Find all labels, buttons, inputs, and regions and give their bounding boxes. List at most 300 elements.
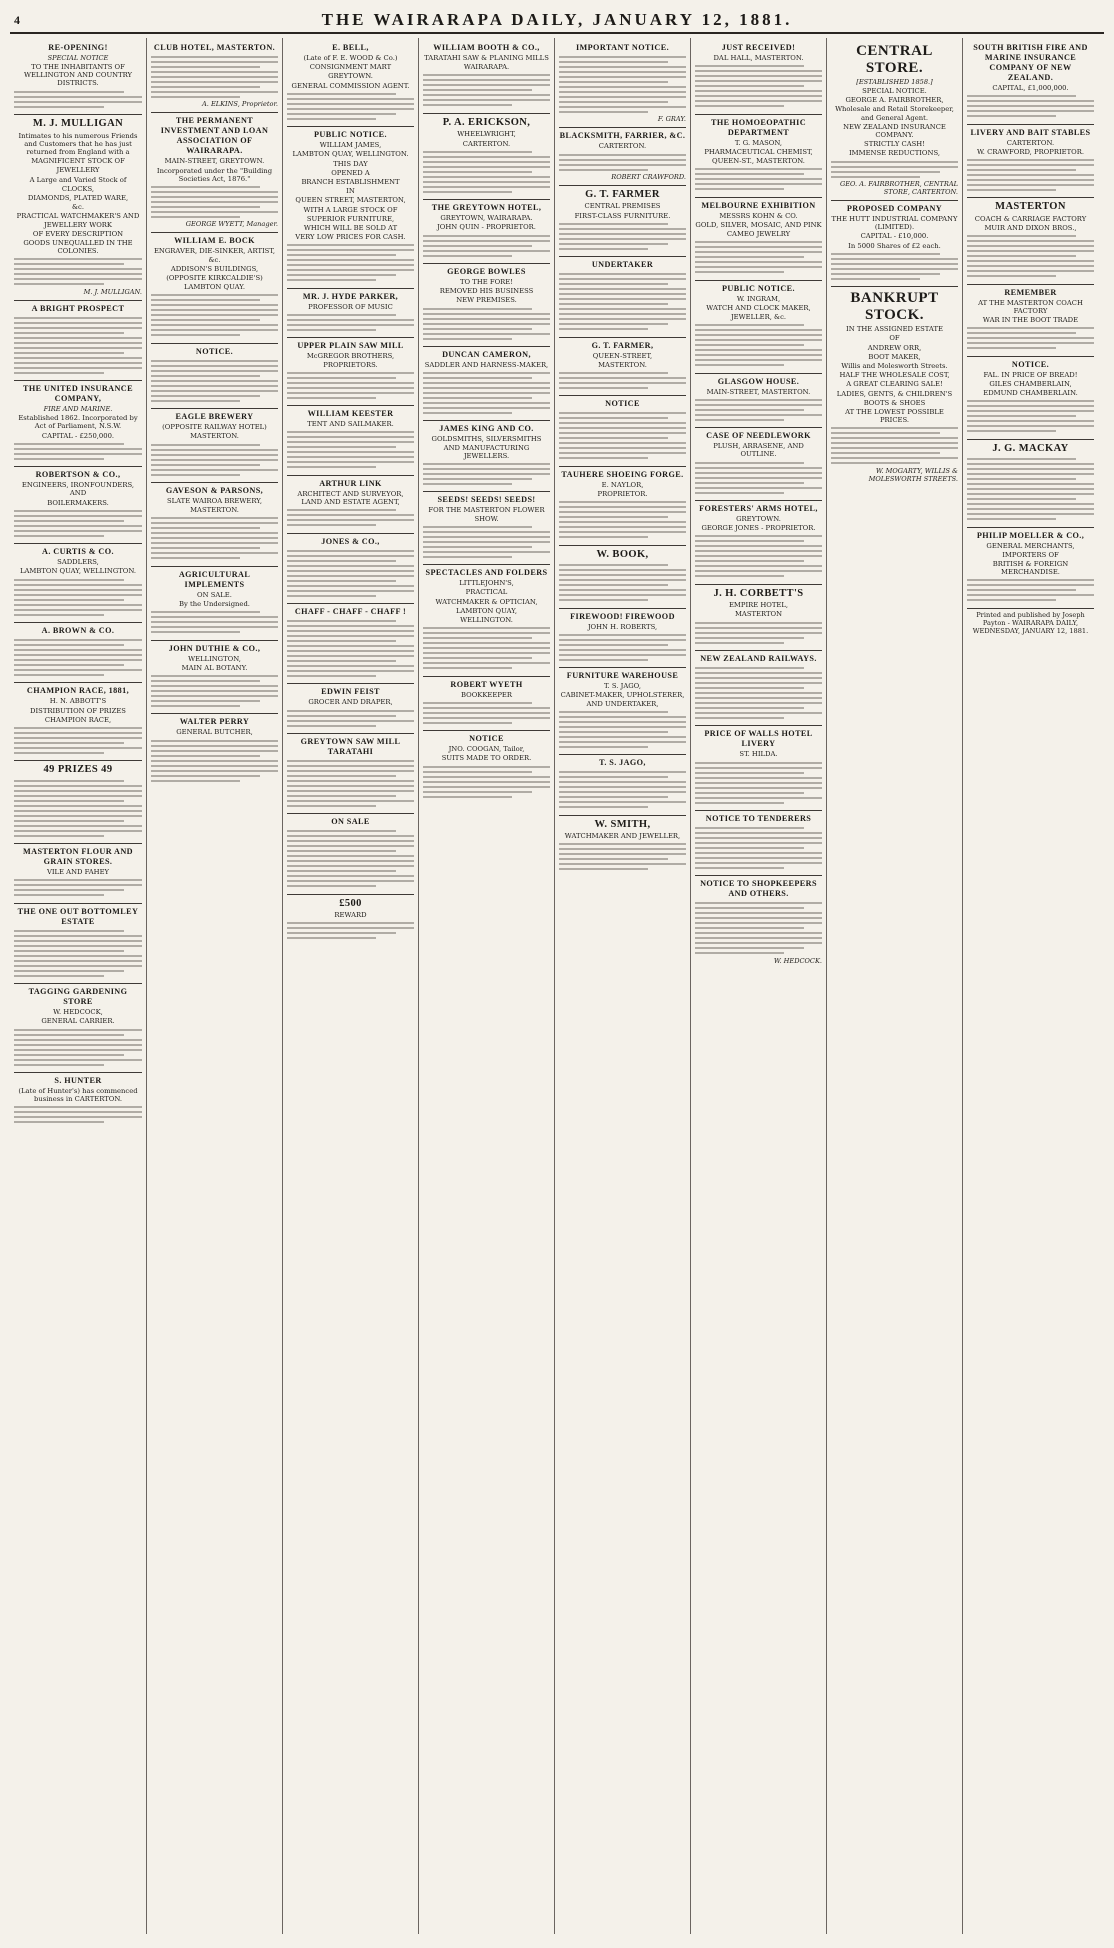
text-line [423, 166, 550, 168]
text-line [14, 742, 124, 744]
text-line [14, 458, 104, 460]
ad-body-text [695, 827, 822, 869]
ad-heading: WILLIAM BOOTH & CO., [433, 43, 540, 52]
ad-line: GILES CHAMBERLAIN, [989, 379, 1072, 388]
ad-body-text [287, 710, 414, 727]
text-line [695, 852, 822, 854]
text-line [695, 847, 804, 849]
text-line [287, 650, 414, 652]
ad-line: W. INGRAM, [736, 294, 781, 303]
text-line [695, 555, 822, 557]
ad-heading: ROBERT WYETH [450, 679, 523, 689]
text-line [695, 702, 822, 704]
ad-line: CARTERTON. [598, 142, 647, 151]
text-line [559, 164, 686, 166]
ad-line: Willis and Molesworth Streets. [841, 362, 948, 371]
text-line [967, 503, 1094, 505]
text-line [559, 853, 686, 855]
text-line [559, 771, 686, 773]
text-line [151, 196, 278, 198]
text-line [287, 875, 414, 877]
ad-heading: 49 PRIZES 49 [43, 764, 113, 776]
advertisement [287, 406, 414, 476]
text-line [14, 525, 142, 527]
ad-heading: EAGLE BREWERY [175, 412, 254, 422]
advertisement [151, 567, 278, 641]
text-line [151, 91, 278, 93]
ad-line: GENERAL COMMISSION AGENT. [291, 81, 410, 90]
text-line [287, 720, 414, 722]
text-line [967, 405, 1094, 407]
text-line [695, 717, 784, 719]
text-line [14, 1116, 142, 1118]
ad-heading: PUBLIC NOTICE. [722, 283, 795, 293]
text-line [423, 712, 550, 714]
ad-heading: JOHN DUTHIE & CO., [168, 643, 261, 653]
advertisement [423, 677, 550, 732]
text-line [967, 327, 1094, 329]
text-line [151, 547, 260, 549]
ad-heading: ARTHUR LINK [319, 478, 382, 488]
text-line [695, 95, 822, 97]
text-line [151, 542, 278, 544]
text-line [695, 837, 822, 839]
ad-line: Intimates to his numerous Friends and Customers that he has just returned from England with a [18, 131, 138, 156]
text-line [287, 254, 396, 256]
text-line [287, 108, 414, 110]
ad-line: JEWELLERY [56, 166, 100, 175]
ad-heading: FURNITURE WAREHOUSE [566, 671, 679, 681]
ad-line: GROCER AND DRAPER, [308, 698, 393, 707]
text-line [559, 776, 668, 778]
text-line [695, 173, 804, 175]
text-line [14, 1111, 142, 1113]
text-line [423, 667, 512, 669]
text-line [831, 432, 940, 434]
text-line [151, 700, 260, 702]
text-line [695, 842, 822, 844]
text-line [14, 1044, 142, 1046]
ad-body-text [151, 186, 278, 218]
text-line [151, 324, 278, 326]
text-line [559, 248, 648, 250]
text-line [695, 672, 822, 674]
text-line [695, 707, 804, 709]
text-line [287, 835, 414, 837]
ad-line: PROPRIETOR. [597, 490, 648, 499]
text-line [423, 526, 532, 528]
text-line [287, 314, 396, 316]
advertisement [423, 264, 550, 347]
text-line [14, 970, 124, 972]
text-line [967, 410, 1094, 412]
text-line [151, 464, 260, 466]
ad-line: WHEELWRIGHT, [457, 130, 516, 139]
ad-heading: BLACKSMITH, FARRIER, &C. [559, 131, 686, 141]
text-line [14, 1106, 142, 1108]
advertisement [695, 281, 822, 374]
ad-heading: PHILIP MOELLER & CO., [976, 530, 1085, 540]
ad-line: GEORGE A. FAIRBROTHER, [845, 96, 944, 105]
ad-line: SADDLER AND HARNESS-MAKER, [424, 360, 549, 369]
advertisement [559, 186, 686, 257]
text-line [559, 796, 668, 798]
text-line [695, 637, 804, 639]
text-line [287, 514, 414, 516]
text-line [423, 627, 550, 629]
text-line [423, 468, 550, 470]
text-line [423, 99, 550, 101]
ad-body-text [967, 458, 1094, 520]
text-line [559, 726, 686, 728]
text-line [967, 463, 1094, 465]
ad-line: JOHN QUIN - PROPRIETOR. [437, 223, 536, 232]
text-line [695, 100, 822, 102]
ad-heading: FORESTERS' ARMS HOTEL, [699, 503, 818, 513]
ad-heading: GLASGOW HOUSE. [717, 376, 800, 386]
text-line [287, 620, 396, 622]
text-line [287, 550, 414, 552]
ad-body-text [559, 711, 686, 748]
advertisement [423, 492, 550, 565]
ad-line: GENERAL BUTCHER, [176, 728, 253, 737]
ad-line: JOHN H. ROBERTS, [587, 622, 658, 631]
advertisement [14, 984, 142, 1073]
text-line [14, 372, 104, 374]
ad-heading: MELBOURNE EXHIBITION [701, 200, 816, 210]
ad-body-text [831, 161, 958, 178]
ad-line: WILLIAM JAMES, [319, 141, 382, 150]
text-line [559, 654, 686, 656]
text-line [14, 258, 142, 260]
text-line [831, 253, 940, 255]
text-line [559, 293, 686, 295]
text-line [695, 682, 822, 684]
text-line [287, 319, 414, 321]
text-line [423, 776, 550, 778]
text-line [695, 324, 804, 326]
text-line [559, 288, 686, 290]
ad-body-text [423, 766, 550, 798]
text-line [695, 105, 784, 107]
text-line [695, 772, 804, 774]
text-line [559, 417, 668, 419]
text-line [967, 235, 1076, 237]
ad-heading: E. BELL, [332, 43, 369, 52]
text-line [14, 347, 142, 349]
advertisement [423, 200, 550, 264]
text-line [14, 273, 142, 275]
column-7 [826, 38, 962, 1934]
ad-line: TARATAHI SAW & PLANING MILLS [424, 54, 549, 62]
ad-body-text [14, 91, 142, 108]
text-line [695, 271, 784, 273]
text-line [14, 960, 142, 962]
text-line [14, 785, 142, 787]
text-line [14, 367, 142, 369]
ad-line: MAGNIFICENT STOCK OF [31, 157, 125, 166]
text-line [967, 184, 1094, 186]
text-line [287, 865, 414, 867]
text-line [831, 442, 958, 444]
text-line [423, 473, 550, 475]
text-line [287, 324, 414, 326]
ad-line: T. G. MASON, [734, 138, 783, 147]
text-line [151, 611, 260, 613]
advertisement [14, 844, 142, 904]
advertisement [695, 198, 822, 281]
text-line [423, 94, 550, 96]
ad-body-text [14, 930, 142, 977]
ad-heading: DUNCAN CAMERON, [442, 349, 531, 359]
text-line [695, 560, 804, 562]
ad-heading: EDWIN FEIST [321, 687, 380, 697]
text-line [14, 644, 124, 646]
text-line [151, 675, 278, 677]
ad-line: TO THE FORE! [460, 277, 513, 286]
text-line [559, 76, 686, 78]
ad-line: COACH & CARRIAGE FACTORY [974, 214, 1087, 223]
text-line [14, 589, 142, 591]
text-line [695, 492, 784, 494]
text-line [287, 565, 414, 567]
text-line [287, 765, 414, 767]
text-line [559, 786, 686, 788]
text-line [559, 56, 686, 58]
ad-line: PRACTICAL WATCHMAKER'S AND JEWELLERY WORK [16, 212, 140, 229]
text-line [831, 427, 958, 429]
text-line [14, 955, 142, 957]
text-line [967, 458, 1076, 460]
text-line [695, 404, 822, 406]
text-line [695, 364, 784, 366]
text-line [695, 540, 804, 542]
text-line [14, 520, 124, 522]
text-line [423, 781, 550, 783]
text-line [287, 555, 414, 557]
text-line [423, 74, 550, 76]
text-line [151, 365, 278, 367]
text-line [151, 517, 278, 519]
text-line [967, 275, 1056, 277]
ad-line: PRACTICAL [465, 588, 508, 597]
ad-body-text [423, 526, 550, 558]
advertisement [967, 440, 1094, 528]
advertisement [151, 344, 278, 409]
text-line [695, 414, 822, 416]
ad-line: W. HEDCOCK, [53, 1008, 103, 1017]
text-line [967, 179, 1094, 181]
text-line [423, 333, 550, 335]
text-line [151, 294, 278, 296]
ad-heading: MASTERTON [995, 201, 1066, 213]
text-line [287, 451, 414, 453]
ad-line: GREYTOWN, WAIRARAPA. [440, 214, 533, 223]
column-4 [418, 38, 554, 1934]
text-line [151, 96, 240, 98]
ad-body-text [287, 244, 414, 281]
ad-body-text [423, 151, 550, 193]
text-line [14, 614, 104, 616]
advertisement [287, 127, 414, 289]
advertisement [831, 287, 958, 487]
text-line [151, 557, 240, 559]
text-line [695, 472, 822, 474]
ad-body-text [287, 93, 414, 120]
text-line [423, 89, 532, 91]
ad-line: PROFESSOR OF MUSIC [308, 302, 393, 311]
advertisement [559, 40, 686, 128]
text-line [423, 313, 550, 315]
text-line [151, 469, 278, 471]
ad-heading: A. CURTIS & CO. [42, 547, 114, 557]
column-1 [10, 38, 146, 1934]
text-line [14, 830, 142, 832]
text-line [559, 574, 686, 576]
ad-heading: T. S. JAGO, [599, 758, 646, 768]
text-line [831, 268, 958, 270]
text-line [14, 1064, 104, 1066]
text-line [14, 510, 142, 512]
text-line [287, 113, 396, 115]
text-line [14, 317, 142, 319]
ad-line: CENTRAL PREMISES [584, 202, 661, 211]
advertisement [423, 421, 550, 492]
text-line [151, 360, 278, 362]
text-line [287, 519, 414, 521]
ad-line: GOLD, SILVER, MOSAIC, AND PINK [695, 220, 822, 229]
text-line [559, 432, 686, 434]
ad-line: CAPITAL - £250,000. [41, 431, 115, 440]
text-line [831, 437, 958, 439]
text-line [559, 278, 686, 280]
text-line [14, 1039, 142, 1041]
ad-line: ENGRAVER, DIE-SINKER, ARTIST, &c. [153, 247, 276, 264]
text-line [423, 84, 550, 86]
text-line [151, 56, 278, 58]
ad-heading: SEEDS! SEEDS! SEEDS! [437, 495, 536, 505]
advertisement [287, 684, 414, 734]
text-line [287, 932, 396, 934]
ad-body-text [695, 902, 822, 954]
text-line [559, 531, 686, 533]
ad-line: LAMBTON QUAY, WELLINGTON. [19, 567, 137, 576]
text-line [559, 511, 686, 513]
advertisement [695, 115, 822, 198]
text-line [695, 677, 822, 679]
text-line [287, 372, 414, 374]
text-line [695, 487, 822, 489]
text-line [423, 546, 532, 548]
ad-line: CAPITAL - £10,000. [860, 232, 929, 241]
text-line [423, 171, 532, 173]
text-line [967, 270, 1094, 272]
advertisement [831, 201, 958, 287]
text-line [695, 687, 804, 689]
text-line [559, 81, 668, 83]
ad-line: In 5000 Shares of £2 each. [848, 241, 941, 250]
ad-body-text [559, 412, 686, 459]
advertisement [287, 40, 414, 127]
ad-heading: A. BROWN & CO. [41, 625, 115, 635]
ad-line: DAL HALL, MASTERTON. [713, 54, 804, 62]
advertisement [559, 546, 686, 609]
text-line [695, 787, 822, 789]
text-line [559, 526, 686, 528]
text-line [287, 98, 414, 100]
text-line [559, 506, 686, 508]
text-line [695, 85, 804, 87]
text-line [287, 625, 414, 627]
text-line [287, 830, 396, 832]
text-line [967, 420, 1094, 422]
text-line [423, 377, 532, 379]
text-line [287, 509, 396, 511]
text-line [423, 250, 550, 252]
advertisement [151, 714, 278, 788]
text-line [423, 551, 550, 553]
text-line [14, 669, 142, 671]
ad-line: VILE AND FAHEY [46, 868, 110, 877]
text-line [14, 362, 142, 364]
text-line [559, 848, 686, 850]
text-line [423, 412, 512, 414]
text-line [14, 106, 104, 108]
text-line [559, 801, 686, 803]
ad-heading: NOTICE. [195, 346, 234, 356]
text-line [695, 797, 822, 799]
advertisement [287, 476, 414, 534]
text-line [151, 680, 260, 682]
advertisement [559, 338, 686, 397]
ad-line: (Late of Hunter's) has commenced business in CARTERTON. [18, 1086, 138, 1104]
advertisement [695, 374, 822, 429]
advertisement [559, 128, 686, 186]
text-line [14, 1054, 124, 1056]
text-line [695, 188, 784, 190]
text-line [151, 770, 278, 772]
advertisement [695, 876, 822, 968]
ad-line: QUEEN STREET, MASTERTON, [295, 196, 406, 205]
advertisement [967, 528, 1094, 609]
text-line [287, 580, 396, 582]
text-line [831, 457, 958, 459]
text-line [14, 322, 142, 324]
ad-heading: J. G. MACKAY [992, 442, 1069, 454]
text-line [559, 589, 686, 591]
text-line [695, 70, 822, 72]
ad-heading: WALTER PERRY [179, 717, 250, 727]
text-line [287, 670, 414, 672]
text-line [695, 862, 822, 864]
ad-line: WHICH WILL BE SOLD AT [303, 224, 398, 233]
advertisement-columns [10, 38, 1104, 1934]
text-line [151, 61, 278, 63]
text-line [287, 845, 414, 847]
ad-line: MASTERTON. [190, 432, 239, 441]
text-line [151, 299, 260, 301]
text-line [559, 868, 648, 870]
advertisement [423, 114, 550, 200]
advertisement [967, 357, 1094, 440]
text-line [423, 652, 550, 654]
advertisement [14, 40, 142, 115]
text-line [287, 937, 376, 939]
text-line [14, 790, 142, 792]
text-line [14, 535, 104, 537]
text-line [151, 71, 278, 73]
text-line [14, 263, 124, 265]
